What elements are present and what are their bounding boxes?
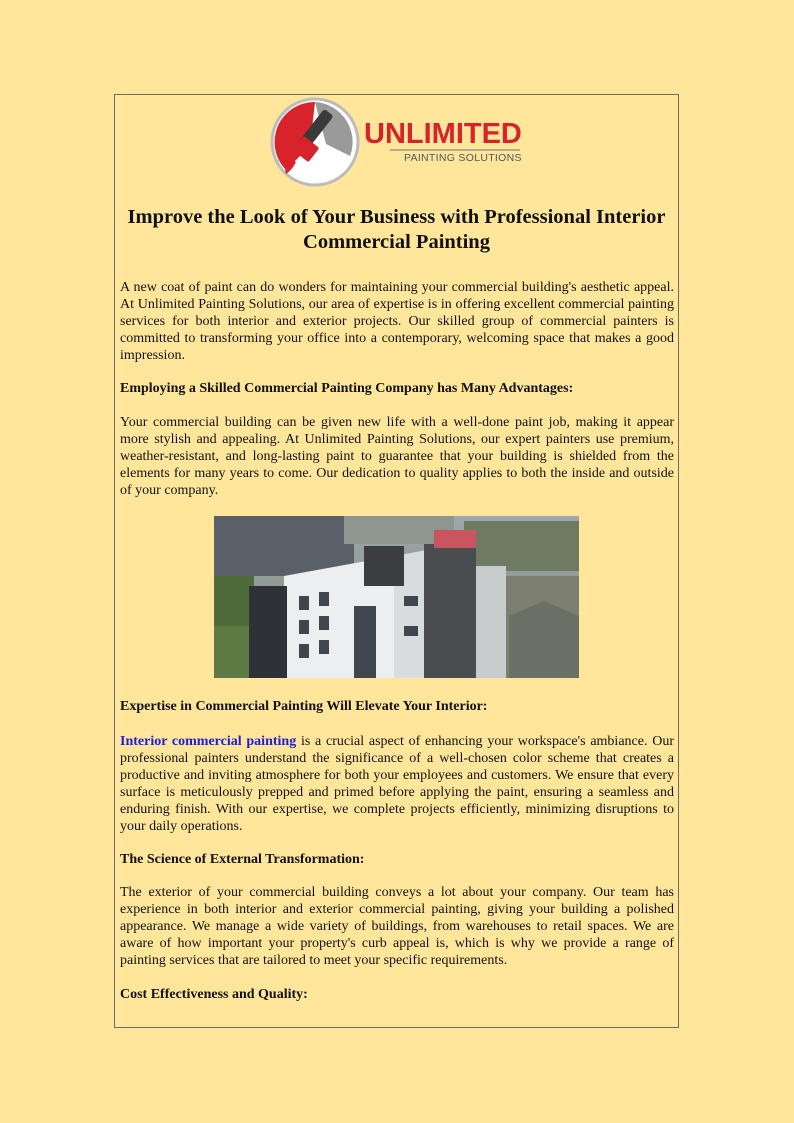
- building-photo: [214, 516, 579, 678]
- intro-paragraph: A new coat of paint can do wonders for maintaining your commercial building's aesthetic appeal. At Unlimited Painting Solutions, our area of expertise is in offering excellent commercial painting services for both interior and exterior projects. Our skilled group of commercial painters is committed to transforming your office into a contemporary, welcoming space that makes a good impression.: [120, 280, 674, 363]
- section-heading-advantages: Employing a Skilled Commercial Painting Company has Many Advantages:: [120, 381, 574, 396]
- interior-body-text: is a crucial aspect of enhancing your workspace's ambiance. Our professional painters understand the significance of a well-chosen color scheme that creates a productive and inviting atmosphere for both your employees and customers. We ensure that every surface is meticulously prepped and primed before applying the paint, ensuring a seamless and enduring finish. With our expertise, we complete projects efficiently, minimizing disruptions to your daily operations.: [120, 734, 674, 834]
- logo-tagline: PAINTING SOLUTIONS: [404, 152, 522, 164]
- section-body-external: The exterior of your commercial building conveys a lot about your company. Our team has experience in both interior and exterior commercial painting, giving your building a polished appearance. We manage a wide variety of buildings, from warehouses to retail spaces. We are aware of how important your property's curb appeal is, which is why we provide a range of painting services that are tailored to meet your specific requirements.: [120, 885, 674, 968]
- company-logo: [270, 96, 522, 188]
- logo-brand: UNLIMITED: [364, 118, 522, 150]
- section-body-advantages: Your commercial building can be given new life with a well-done paint job, making it appear more stylish and appealing. At Unlimited Painting Solutions, our expert painters use premium, weather-resistant, and long-lasting paint to guarantee that your building is shielded from the elements for many years to come. Our dedication to quality applies to both the inside and outside of your company.: [120, 415, 674, 498]
- section-body-interior: [120, 733, 674, 835]
- section-heading-interior: Expertise in Commercial Painting Will Elevate Your Interior:: [120, 699, 488, 714]
- page-title: Improve the Look of Your Business with Professional Interior Commercial Painting: [127, 206, 666, 253]
- section-heading-cost: Cost Effectiveness and Quality:: [120, 987, 308, 1002]
- interior-commercial-painting-link[interactable]: Interior commercial painting: [120, 734, 297, 749]
- section-heading-external: The Science of External Transformation:: [120, 852, 365, 867]
